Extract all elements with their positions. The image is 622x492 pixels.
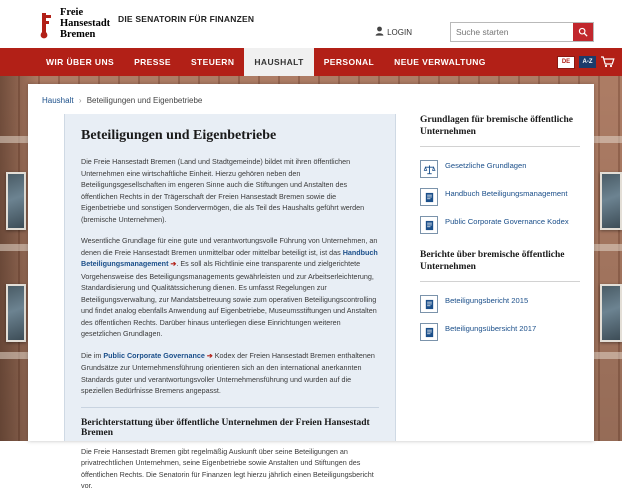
document-icon	[420, 295, 438, 313]
article-paragraph-2-pre: Wesentliche Grundlage für eine gute und verantwortungsvolle Führung von Unternehmen, an denen die Freie Hansestadt Bremen unmittelbar oder mittelbar beteiligt ist, ist das	[81, 236, 378, 257]
article-paragraph-3-pre: Die im	[81, 350, 104, 360]
sidebar-divider-2	[420, 281, 580, 282]
sidebar-divider-1	[420, 146, 580, 147]
language-flag-icon[interactable]: DE	[557, 56, 575, 69]
sidebar-link-beteiligungsuebersicht-2017[interactable]	[420, 318, 580, 346]
article-paragraph-3	[81, 350, 379, 397]
page-title: Beteiligungen und Eigenbetriebe	[81, 128, 277, 143]
sidebar-link-label: Beteiligungsbericht 2015	[445, 296, 529, 305]
site-logo[interactable]	[36, 7, 110, 40]
article-divider	[81, 407, 379, 408]
link-public-corporate-governance[interactable]: Public Corporate Governance ➔	[103, 351, 212, 360]
az-index-badge[interactable]: A-Z	[579, 56, 596, 68]
article-paragraph-3-post: Kodex der Freien Hansestadt Bremen enthaltenen Grundsätze zur Unternehmensführung orientieren sich an den international anerkannten Standards guter und verantwortungsvoller Unternehmensführung und wurden auf die speziellen Bedürfnisse Bremens angepasst.	[81, 350, 375, 395]
article-paragraph-4: Die Freie Hansestadt Bremen gibt regelmäßig Auskunft über seine Beteiligungen an privatrechtlichen Unternehmen, seine Eigenbetriebe sowie Anstalten und Stiftungen des öffentlichen Rechts. Die Senatorin für Finanzen legt hierzu jährlich einen Beteiligungsbericht vor.	[81, 446, 374, 490]
nav-item-haushalt[interactable]: HAUSHALT	[244, 48, 313, 76]
related-links-sidebar	[420, 114, 580, 441]
search-input[interactable]	[451, 26, 570, 38]
sidebar-link-gesetzliche-grundlagen[interactable]	[420, 155, 580, 183]
document-icon	[420, 188, 438, 206]
breadcrumb-current: Beteiligungen und Eigenbetriebe	[86, 96, 203, 105]
article-paragraph-2	[81, 235, 379, 340]
bremen-key-icon	[36, 9, 54, 39]
login-label: LOGIN	[387, 27, 412, 37]
search-box[interactable]	[450, 22, 594, 42]
content-card	[28, 84, 594, 490]
login-button[interactable]	[375, 26, 412, 38]
sidebar-section-2-title: Berichte über bremische öffentliche Unternehmen	[420, 250, 565, 272]
document-icon	[420, 323, 438, 341]
photo-window-1	[6, 172, 26, 230]
article-panel	[64, 114, 396, 490]
cart-icon[interactable]	[600, 55, 614, 69]
scales-icon	[420, 160, 438, 178]
sidebar-link-public-corporate-governance-kodex[interactable]	[420, 211, 580, 239]
logo-line-1: Freie	[60, 7, 84, 18]
search-icon	[578, 27, 588, 37]
sidebar-link-label: Gesetzliche Grundlagen	[445, 161, 527, 170]
article-paragraph-2-post: . Es soll als Richtlinie eine transparente und zielgerichtete Vorgehensweise des Beteiligungsmanagements gewährleisten und zur Arbeitserleichterung, Standardisierung und Qualitätssicherung dienen. Es umfasst Regelungen zur Beteiligungsverwaltung, zur Mandatsbetreuung sowie zum operativen Beteiligungscontrolling und findet analog ebenfalls Anwendung auf Eigenbetriebe, Museumsstiftungen und Anstalten des öffentlichen Rechts. Darüber hinaus unterliegen diese Einrichtungen weiteren gesetzlichen Grundlagen.	[81, 259, 377, 338]
sidebar-link-label: Public Corporate Governance Kodex	[445, 217, 569, 226]
sidebar-section-grundlagen	[420, 114, 580, 239]
logo-line-3: Bremen	[60, 29, 96, 40]
site-header	[0, 0, 622, 48]
nav-item-wir-ueber-uns[interactable]: WIR ÜBER UNS	[46, 57, 115, 67]
logo-line-2: Hansestadt	[60, 18, 111, 29]
search-button[interactable]	[573, 23, 593, 41]
document-icon	[420, 216, 438, 234]
main-navigation	[0, 48, 622, 76]
nav-utilities	[557, 48, 622, 76]
nav-item-personal[interactable]: PERSONAL	[323, 57, 375, 67]
photo-window-2	[6, 284, 26, 342]
department-title: DIE SENATORIN FÜR FINANZEN	[118, 14, 255, 24]
article-paragraph-1: Die Freie Hansestadt Bremen (Land und Stadtgemeinde) bildet mit ihren öffentlichen Unternehmen eine wirtschaftliche Einheit. Hierzu gehören neben den Beteiligungsgesellschaften im engeren Sinne auch die Stiftungen und Anstalten des öffentlichen Rechts in der Trägerschaft der Freien Hansestadt Bremen sowie die Eigenbetriebe und sonstigen Sondervermögen, die als Teil des Haushalts geführt werden (bremische Unternehmen).	[81, 157, 365, 224]
article-subheading: Berichterstattung über öffentliche Unternehmen der Freien Hansestadt Bremen	[81, 417, 370, 438]
photo-window-3	[600, 172, 622, 230]
nav-item-neue-verwaltung[interactable]: NEUE VERWALTUNG	[394, 57, 486, 67]
sidebar-section-1-title: Grundlagen für bremische öffentliche Unternehmen	[420, 115, 573, 137]
photo-window-4	[600, 284, 622, 342]
sidebar-link-handbuch-beteiligungsmanagement[interactable]	[420, 183, 580, 211]
user-icon	[375, 26, 384, 38]
sidebar-link-beteiligungsbericht-2015[interactable]	[420, 290, 580, 318]
content-columns	[28, 114, 594, 490]
sidebar-section-berichte	[420, 249, 580, 346]
breadcrumb	[42, 96, 202, 105]
breadcrumb-separator: ›	[78, 96, 82, 105]
nav-item-presse[interactable]: PRESSE	[134, 57, 171, 67]
sidebar-link-label: Handbuch Beteiligungsmanagement	[445, 189, 568, 198]
breadcrumb-item-haushalt[interactable]: Haushalt	[42, 96, 74, 105]
link-handbuch-beteiligungsmanagement[interactable]: Handbuch Beteiligungsmanagement ➔	[81, 248, 378, 269]
nav-item-steuern[interactable]: STEUERN	[190, 57, 235, 67]
sidebar-link-label: Beteiligungsübersicht 2017	[445, 324, 537, 333]
site-logo-text	[60, 7, 110, 40]
